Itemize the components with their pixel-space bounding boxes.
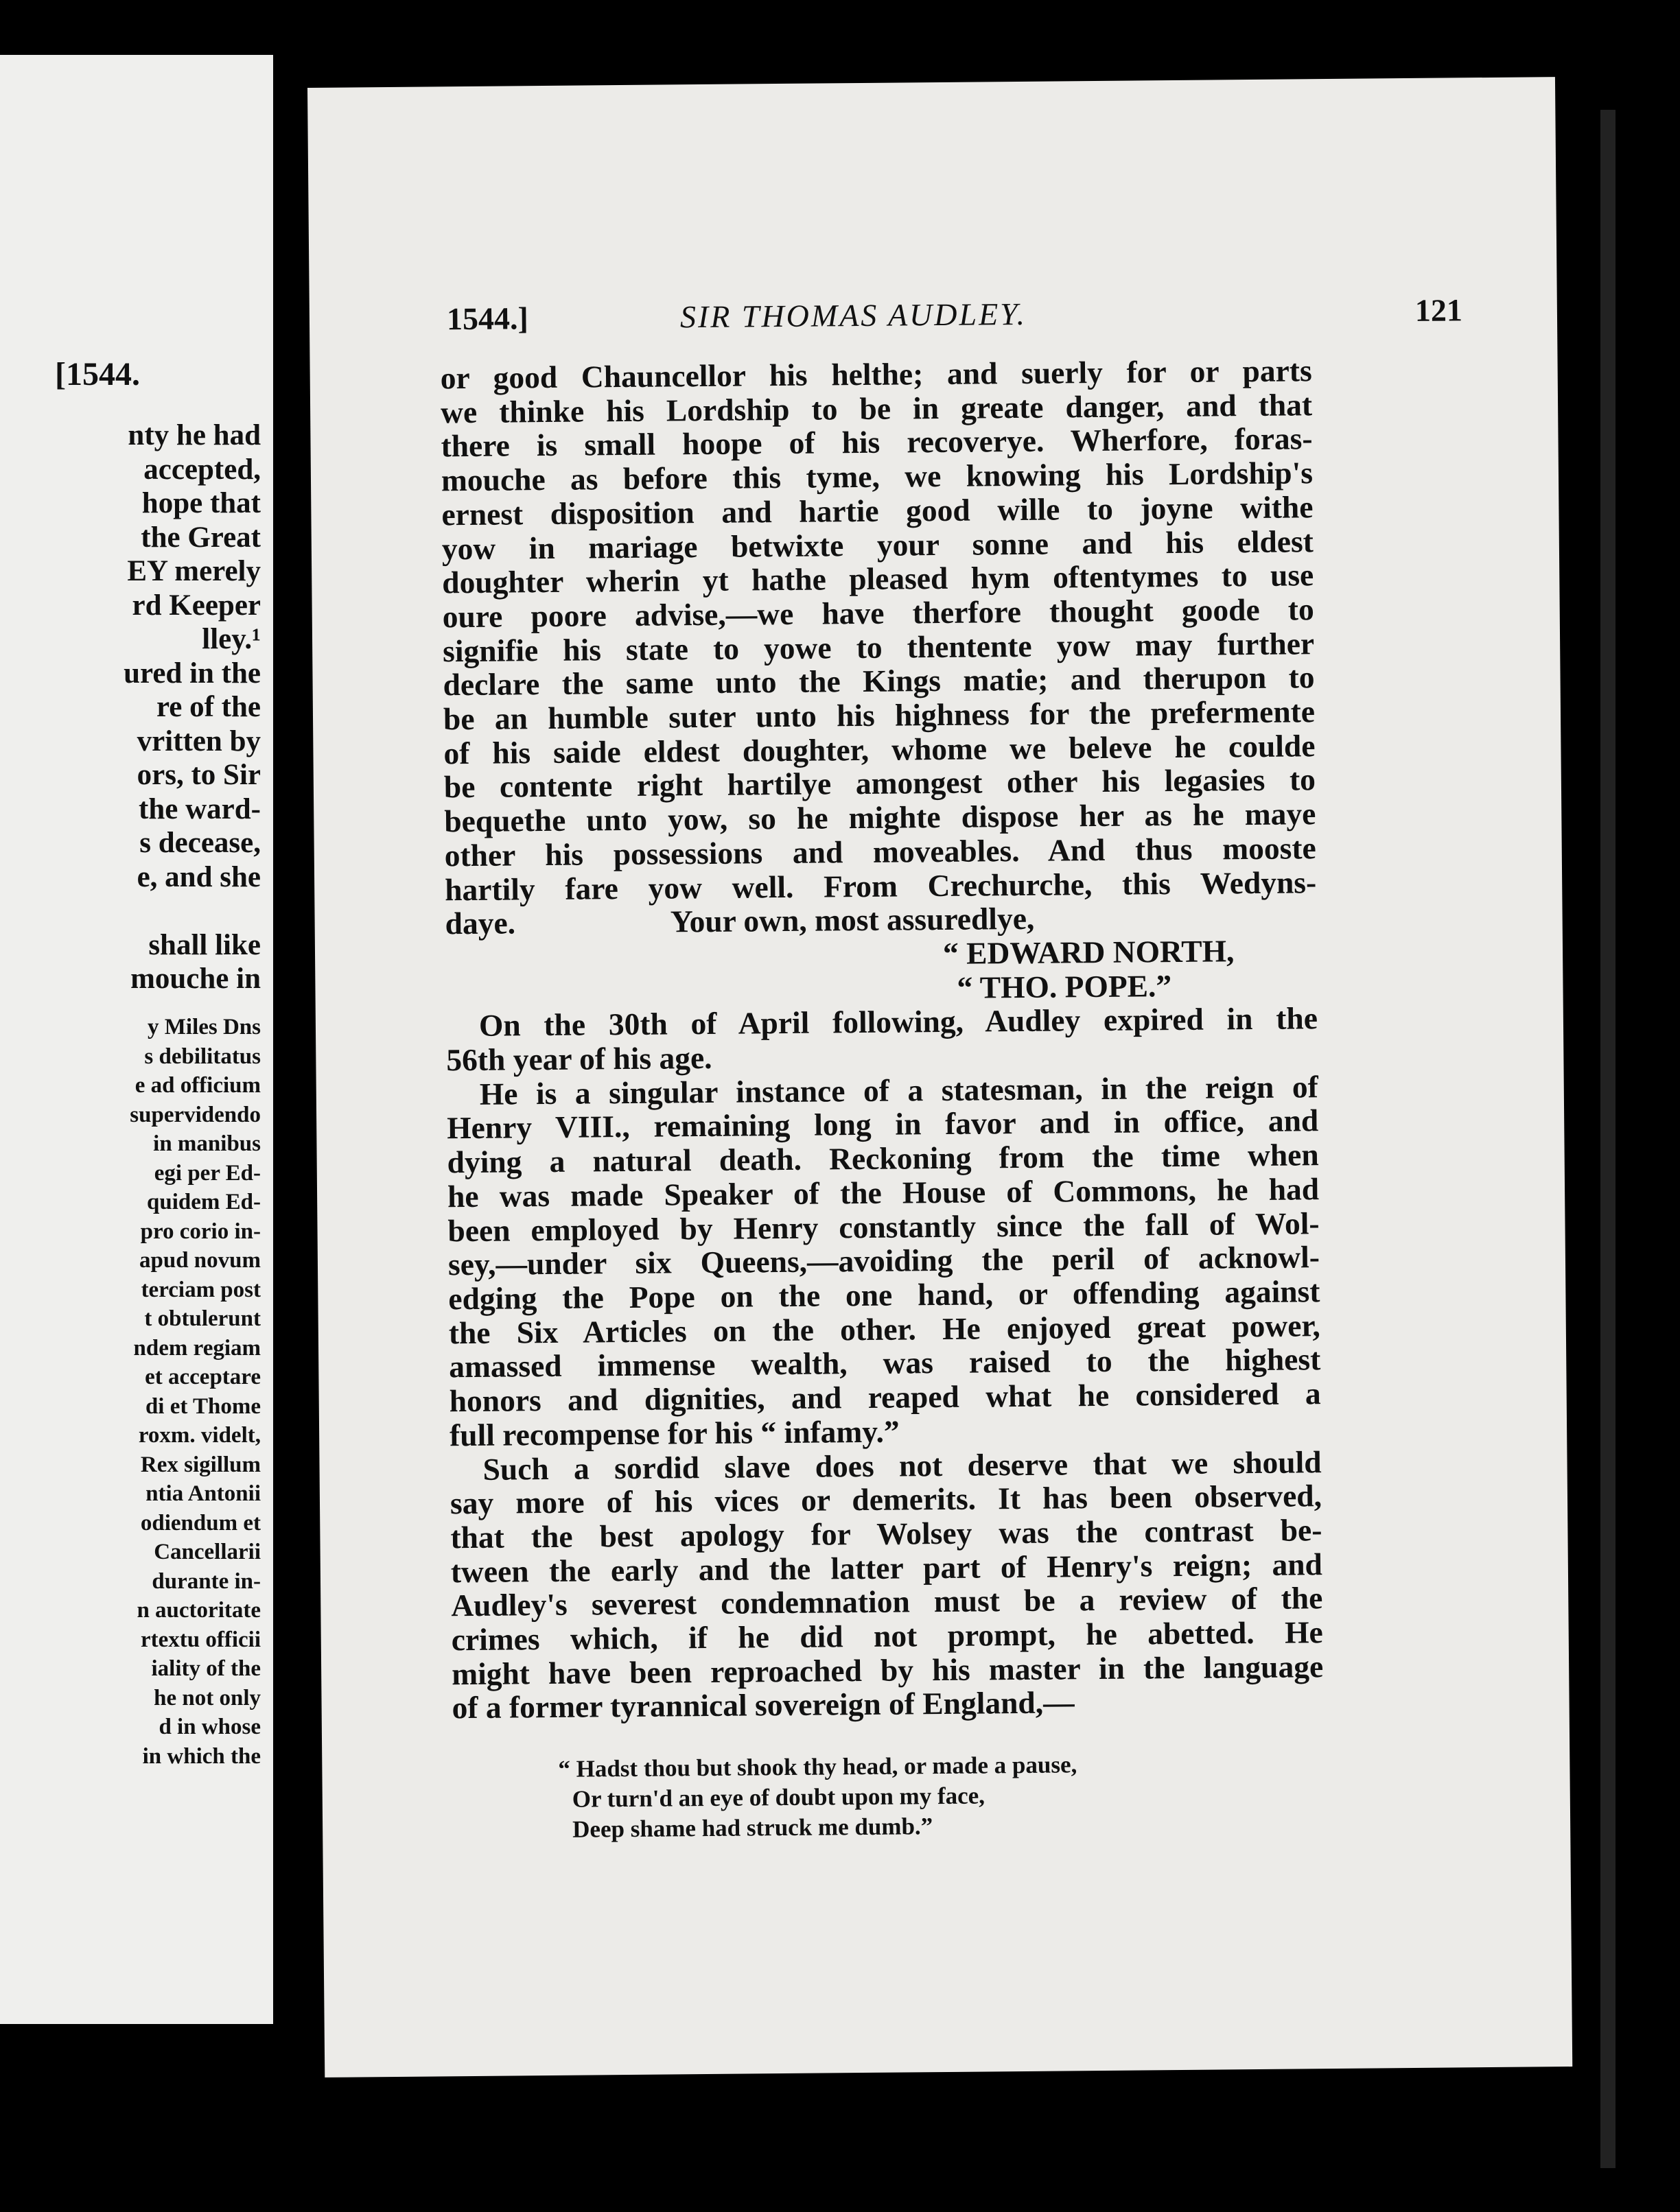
left-running-head: [1544. bbox=[55, 356, 140, 392]
letter-line: mouche as before this tyme, we knowing his Lordship's bbox=[441, 455, 1314, 498]
paragraph-line: tween the early and the latter part of Henry's reign; and bbox=[450, 1546, 1323, 1589]
left-footnote-line: terciam post bbox=[141, 1277, 261, 1302]
left-footnote-line: di et Thome bbox=[145, 1393, 261, 1419]
left-footnote-line: quidem Ed- bbox=[147, 1190, 261, 1214]
left-footnote-line: in manibus bbox=[153, 1131, 261, 1156]
left-footnote-line: n auctoritate bbox=[137, 1598, 261, 1623]
running-head bbox=[447, 292, 1462, 342]
letter-line: doughter wherin yt hathe pleased hym oftentymes to use bbox=[442, 557, 1314, 600]
signature-north: “ EDWARD NORTH, bbox=[942, 933, 1235, 971]
left-footnote-line: egi per Ed- bbox=[154, 1160, 261, 1186]
left-line: the ward- bbox=[139, 792, 261, 825]
left-footnote-line: odiendum et bbox=[140, 1510, 261, 1536]
left-footnote-line: rtextu officii bbox=[140, 1627, 261, 1652]
paragraph-line: 56th year of his age. bbox=[446, 1039, 712, 1078]
left-footnote-line: roxm. videlt, bbox=[138, 1423, 261, 1448]
left-footnote-line: e ad officium bbox=[135, 1073, 261, 1098]
left-line: shall like bbox=[148, 928, 261, 961]
letter-line: declare the same unto the Kings matie; and therupon to bbox=[443, 659, 1315, 703]
left-footnote-line: y Miles Dns bbox=[148, 1015, 261, 1039]
right-page bbox=[307, 77, 1572, 2078]
left-footnote-line: pro corio in- bbox=[140, 1219, 261, 1244]
paragraph-line: might have been reproached by his master in the language bbox=[451, 1648, 1324, 1691]
paragraph-line: he was made Speaker of the House of Commons, he had bbox=[447, 1171, 1320, 1214]
paragraph-line: of a former tyrannical sovereign of England,— bbox=[452, 1684, 1075, 1726]
letter-line: yow in mariage betwixte your sonne and his eldest bbox=[441, 523, 1314, 566]
letter-line: there is small hoope of his recoverye. Wherfore, foras- bbox=[441, 421, 1313, 464]
left-line: mouche in bbox=[130, 963, 261, 995]
left-footnote-line: t obtulerunt bbox=[144, 1306, 261, 1331]
left-footnote-line: ntia Antonii bbox=[145, 1481, 261, 1506]
body-text bbox=[440, 353, 1323, 1725]
signature-pope: “ THO. POPE.” bbox=[957, 967, 1172, 1005]
left-footnote-line: iality of the bbox=[151, 1656, 261, 1681]
letter-line: be contente right hartilye amongest other his legasies to bbox=[443, 762, 1316, 805]
paragraph-line: say more of his vices or demerits. It has been observed, bbox=[450, 1478, 1322, 1521]
left-line: lley.¹ bbox=[202, 623, 261, 655]
left-footnote-line: apud novum bbox=[139, 1248, 261, 1273]
verse-line: “ Hadst thou but shook thy head, or made a pause, bbox=[558, 1751, 1077, 1782]
paragraph-line: amassed immense wealth, was raised to the highest bbox=[449, 1341, 1321, 1385]
paragraph-line: the Six Articles on the other. He enjoyed great power, bbox=[448, 1307, 1321, 1350]
letter-line: be an humble suter unto his highness for the prefermente bbox=[443, 694, 1316, 737]
letter-closing: daye. Your own, most assuredlye, bbox=[445, 901, 1035, 941]
left-footnote-line: supervidendo bbox=[130, 1102, 261, 1127]
left-line bbox=[124, 894, 261, 928]
left-line: EY merely bbox=[127, 555, 261, 587]
running-head-year: 1544.] bbox=[446, 301, 528, 337]
left-line: nty he had bbox=[128, 419, 261, 451]
left-body-text bbox=[124, 419, 261, 996]
paragraph-line: edging the Pope on the one hand, or offending against bbox=[448, 1273, 1320, 1317]
left-footnote-line: durante in- bbox=[152, 1568, 261, 1594]
paragraph-line: On the 30th of April following, Audley expired in the bbox=[478, 1000, 1318, 1044]
paragraph-line: dying a natural death. Reckoning from the time when bbox=[447, 1137, 1319, 1180]
paragraph-line: Henry VIII., remaining long in favor and in office, and bbox=[447, 1103, 1319, 1146]
letter-line: other his possessions and moveables. And thus mooste bbox=[444, 830, 1316, 873]
verse-quotation bbox=[558, 1750, 1077, 1845]
left-footnote-line: Cancellarii bbox=[154, 1540, 261, 1564]
left-line: vritten by bbox=[137, 725, 261, 757]
letter-line: bequethe unto yow, so he mighte dispose her as he maye bbox=[444, 796, 1316, 839]
page-number: 121 bbox=[1414, 292, 1463, 328]
left-line: rd Keeper bbox=[132, 589, 261, 622]
left-line: ors, to Sir bbox=[137, 759, 261, 791]
left-footnote-line: Rex sigillum bbox=[140, 1452, 261, 1477]
paragraph-line: full recompense for his “ infamy.” bbox=[449, 1413, 900, 1453]
left-line: ured in the bbox=[124, 657, 261, 690]
left-line: re of the bbox=[156, 691, 261, 723]
left-page bbox=[0, 55, 273, 2024]
letter-line: of his saide eldest doughter, whome we beleve he coulde bbox=[443, 727, 1316, 771]
paragraph-line: that the best apology for Wolsey was the contrast be- bbox=[450, 1512, 1322, 1555]
left-line: accepted, bbox=[143, 453, 261, 486]
left-footnote-line: d in whose bbox=[159, 1715, 261, 1739]
paragraph-line: Audley's severest condemnation must be a review of the bbox=[451, 1580, 1323, 1623]
paragraph-line: Such a sordid slave does not deserve that we should bbox=[482, 1444, 1322, 1487]
verse-line: Or turn'd an eye of doubt upon my face, bbox=[572, 1782, 985, 1813]
left-footnote-line: ndem regiam bbox=[133, 1335, 261, 1361]
letter-line: oure poore advise,—we have therfore thought goode to bbox=[442, 591, 1314, 635]
left-footnote-line: s debilitatus bbox=[144, 1044, 261, 1069]
left-line: hope that bbox=[141, 487, 261, 519]
letter-line: ernest disposition and hartie good wille to joyne withe bbox=[441, 489, 1314, 532]
paragraph-line: sey,—under six Queens,—avoiding the peril of acknowl- bbox=[447, 1239, 1320, 1282]
left-line: the Great bbox=[141, 521, 261, 554]
page-edge-shadow bbox=[1600, 110, 1615, 2168]
letter-line: we thinke his Lordship to be in greate danger, and that bbox=[440, 386, 1313, 430]
paragraph-line: been employed by Henry constantly since the fall of Wol- bbox=[447, 1205, 1320, 1248]
paragraph-line: crimes which, if he did not prompt, he abetted. He bbox=[451, 1614, 1323, 1658]
left-footnote bbox=[130, 1013, 261, 1771]
verse-line: Deep shame had struck me dumb.” bbox=[572, 1813, 933, 1843]
left-line: s decease, bbox=[139, 827, 261, 859]
left-footnote-line: in which the bbox=[142, 1743, 261, 1769]
paragraph-line: honors and dignities, and reaped what he considered a bbox=[449, 1376, 1321, 1419]
paragraph-line: He is a singular instance of a statesman, in the reign of bbox=[479, 1068, 1318, 1111]
letter-line: or good Chauncellor his helthe; and suerly for or parts bbox=[440, 353, 1312, 396]
running-head-title: SIR THOMAS AUDLEY. bbox=[679, 296, 1027, 335]
letter-line: hartily fare yow well. From Crechurche, this Wedyns- bbox=[444, 864, 1317, 907]
left-footnote-line: he not only bbox=[154, 1685, 261, 1710]
left-footnote-line: et acceptare bbox=[145, 1365, 261, 1389]
letter-line: signifie his state to yowe to thentente yow may further bbox=[442, 625, 1315, 668]
left-line: e, and she bbox=[137, 860, 261, 893]
